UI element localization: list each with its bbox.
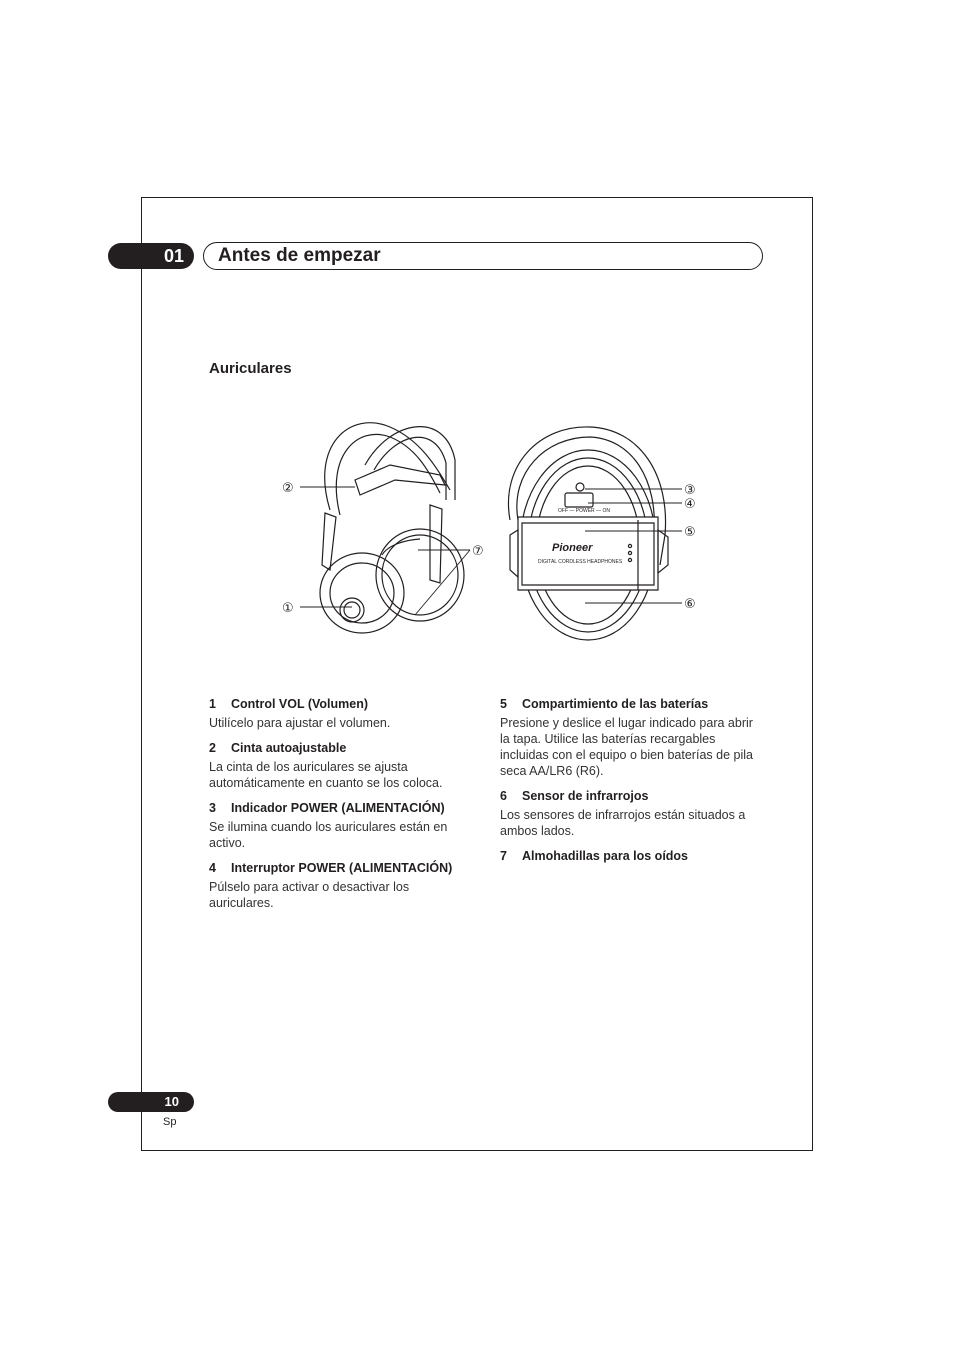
- page-number: 10: [108, 1092, 194, 1112]
- section-title: Auriculares: [209, 360, 292, 377]
- callout-3: ③: [684, 483, 696, 498]
- item-body: Se ilumina cuando los auriculares están en activo.: [209, 820, 448, 850]
- item-body: La cinta de los auriculares se ajusta automáticamente en cuanto se los coloca.: [209, 760, 443, 790]
- description-column-left: [209, 696, 471, 920]
- item-title: Sensor de infrarrojos: [522, 789, 649, 803]
- list-item: [209, 860, 471, 911]
- chapter-title: Antes de empezar: [218, 245, 381, 266]
- list-item: [209, 740, 471, 791]
- list-item: [500, 848, 762, 864]
- product-label-text: DIGITAL CORDLESS HEADPHONES: [538, 559, 623, 565]
- item-body: Los sensores de infrarrojos están situados a ambos lados.: [500, 808, 746, 838]
- item-title: Cinta autoajustable: [231, 741, 347, 755]
- callout-6: ⑥: [684, 597, 696, 612]
- description-column-right: [500, 696, 762, 873]
- item-title: Indicador POWER (ALIMENTACIÓN): [231, 801, 445, 815]
- list-item: [209, 800, 471, 851]
- callout-5: ⑤: [684, 525, 696, 540]
- language-code: Sp: [163, 1116, 177, 1128]
- item-body: Utilícelo para ajustar el volumen.: [209, 716, 391, 730]
- item-body: Púlselo para activar o desactivar los auriculares.: [209, 880, 410, 910]
- headphones-figure: [270, 405, 710, 655]
- list-item: [500, 788, 762, 839]
- page-frame: [141, 197, 813, 1151]
- item-number: 3: [209, 801, 216, 815]
- power-switch-label: OFF — POWER — ON: [558, 508, 610, 514]
- item-number: 1: [209, 697, 216, 711]
- item-title: Interruptor POWER (ALIMENTACIÓN): [231, 861, 453, 875]
- item-number: 4: [209, 861, 216, 875]
- item-body: Presione y deslice el lugar indicado para abrir la tapa. Utilice las baterías recargables incluidas con el equipo o bien baterías de pila seca AA/LR6 (R6).: [500, 716, 753, 778]
- item-number: 6: [500, 789, 507, 803]
- item-number: 5: [500, 697, 507, 711]
- callout-4: ④: [684, 497, 696, 512]
- chapter-number: 01: [108, 243, 194, 269]
- headphones-illustration: [270, 405, 710, 655]
- item-title: Almohadillas para los oídos: [522, 849, 689, 863]
- brand-logo-text: Pioneer: [552, 542, 593, 554]
- item-title: Control VOL (Volumen): [231, 697, 369, 711]
- list-item: [209, 696, 471, 731]
- chapter-title-box: [203, 242, 763, 270]
- callout-2: ②: [282, 481, 294, 496]
- callout-7: ⑦: [472, 544, 484, 559]
- item-number: 2: [209, 741, 216, 755]
- item-number: 7: [500, 849, 507, 863]
- list-item: [500, 696, 762, 779]
- item-title: Compartimiento de las baterías: [522, 697, 709, 711]
- callout-1: ①: [282, 601, 294, 616]
